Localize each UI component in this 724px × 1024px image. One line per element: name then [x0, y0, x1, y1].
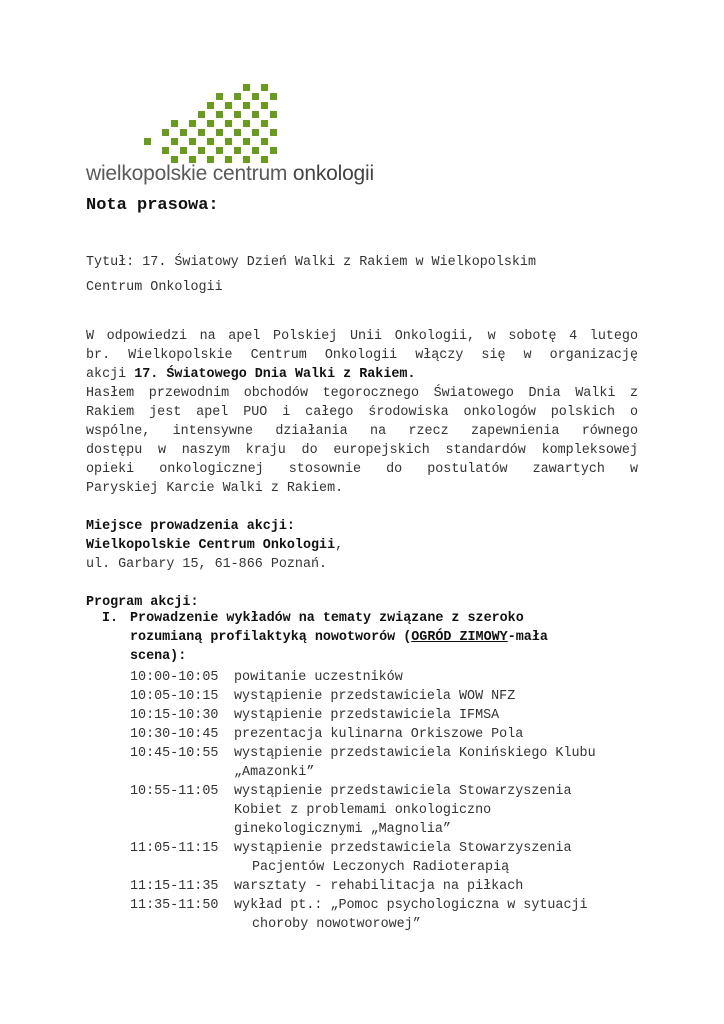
schedule-text-continued: Kobiet z problemami onkologiczno	[234, 803, 492, 818]
intro-line: Hasłem przewodnim obchodów tegorocznego Światowego Dnia Walki z	[86, 386, 638, 401]
place-name: Wielkopolskie Centrum Onkologii,	[86, 538, 344, 553]
schedule-text: wystąpienie przedstawiciela Stowarzyszenia	[234, 784, 572, 799]
intro-line: Rakiem jest apel PUO i całego środowiska onkologów polskich o	[86, 405, 638, 420]
logo-square	[189, 120, 196, 127]
logo-square	[216, 147, 223, 154]
logo-wordmark	[86, 162, 374, 186]
title-line-1: Tytuł: 17. Światowy Dzień Walki z Rakiem w Wielkopolskim	[86, 255, 536, 270]
schedule-text-continued: Pacjentów Leczonych Radioterapią	[252, 860, 510, 875]
logo-square	[261, 84, 268, 91]
logo-text-bold: onkologii	[292, 162, 374, 185]
logo-square	[144, 138, 151, 145]
logo-square	[252, 93, 259, 100]
schedule-time: 10:15-10:30	[130, 708, 219, 723]
logo-square	[171, 138, 178, 145]
logo-square	[162, 147, 169, 154]
schedule-text-continued: choroby nowotworowej”	[252, 917, 421, 932]
logo-square	[225, 120, 232, 127]
logo-square	[225, 138, 232, 145]
schedule-text-continued: ginekologicznymi „Magnolia”	[234, 822, 451, 837]
logo-square	[243, 138, 250, 145]
logo-square	[162, 129, 169, 136]
schedule-text: wystąpienie przedstawiciela IFMSA	[234, 708, 500, 723]
logo-square	[189, 138, 196, 145]
program-label: Program akcji:	[86, 595, 199, 610]
roman-numeral: I.	[102, 611, 119, 626]
logo-square	[171, 120, 178, 127]
wco-logo	[86, 84, 374, 190]
logo-square	[243, 84, 250, 91]
schedule-item	[130, 706, 499, 725]
logo-square	[225, 102, 232, 109]
schedule-time: 10:05-10:15	[130, 689, 219, 704]
schedule-item	[130, 744, 596, 763]
place-label: Miejsce prowadzenia akcji:	[86, 519, 295, 534]
logo-square	[252, 129, 259, 136]
schedule-item	[130, 782, 572, 801]
logo-square	[198, 147, 205, 154]
logo-square	[207, 138, 214, 145]
logo-square	[216, 93, 223, 100]
intro-line: W odpowiedzi na apel Polskiej Unii Onkologii, w sobotę 4 lutego	[86, 329, 638, 344]
schedule-time: 11:15-11:35	[130, 879, 219, 894]
schedule-time: 10:30-10:45	[130, 727, 219, 742]
intro-paragraph	[86, 327, 638, 498]
schedule-text: wykład pt.: „Pomoc psychologiczna w sytuacji	[234, 898, 588, 913]
logo-square	[270, 93, 277, 100]
event-name: 17. Światowego Dnia Walki z Rakiem.	[134, 367, 416, 382]
logo-square	[252, 147, 259, 154]
logo-square	[207, 102, 214, 109]
logo-square	[180, 147, 187, 154]
schedule-text: wystąpienie przedstawiciela Stowarzyszenia	[234, 841, 572, 856]
place-address: ul. Garbary 15, 61-866 Poznań.	[86, 557, 328, 572]
schedule-time: 10:45-10:55	[130, 746, 219, 761]
logo-square	[207, 120, 214, 127]
schedule-item	[130, 877, 523, 896]
schedule-item	[130, 839, 572, 858]
logo-square	[198, 111, 205, 118]
logo-square	[261, 138, 268, 145]
intro-line: Paryskiej Karcie Walki z Rakiem.	[86, 481, 344, 496]
logo-pixel-graphic	[86, 84, 370, 164]
schedule-text: prezentacja kulinarna Orkiszowe Pola	[234, 727, 524, 742]
logo-square	[234, 129, 241, 136]
logo-square	[234, 111, 241, 118]
program-section-heading: Prowadzenie wykładów na tematy związane z szeroko rozumianą profilaktyką nowotworów (OGRÓD ZIMOWY-mała scena):	[130, 611, 548, 664]
schedule-text: powitanie uczestników	[234, 670, 403, 685]
schedule-item	[130, 725, 523, 744]
logo-square	[234, 147, 241, 154]
schedule-time: 10:55-11:05	[130, 784, 219, 799]
schedule-text-continued: „Amazonki”	[234, 765, 315, 780]
intro-line: opieki onkologicznej stosownie do postulatów zawartych w	[86, 462, 638, 477]
schedule-item	[130, 896, 588, 915]
logo-square	[270, 147, 277, 154]
logo-square	[216, 129, 223, 136]
intro-line: wspólne, intensywne działania na rzecz zapewnienia równego	[86, 424, 638, 439]
schedule-text: wystąpienie przedstawiciela WOW NFZ	[234, 689, 516, 704]
schedule-time: 11:35-11:50	[130, 898, 219, 913]
logo-text-light: wielkopolskie centrum	[86, 162, 288, 185]
intro-line	[86, 365, 638, 384]
schedule-time: 10:00-10:05	[130, 670, 219, 685]
logo-square	[243, 120, 250, 127]
schedule-item	[130, 668, 403, 687]
intro-line: dostępu w naszym kraju do europejskich standardów kompleksowej	[86, 443, 638, 458]
intro-line-3a: akcji	[86, 367, 127, 382]
intro-line: br. Wielkopolskie Centrum Onkologii włączy się w organizację	[86, 348, 638, 363]
logo-square	[198, 129, 205, 136]
logo-square	[243, 102, 250, 109]
venue-name: OGRÓD ZIMOWY	[411, 630, 508, 645]
logo-square	[270, 129, 277, 136]
logo-square	[270, 111, 277, 118]
logo-square	[180, 129, 187, 136]
schedule-text: warsztaty - rehabilitacja na piłkach	[234, 879, 524, 894]
logo-square	[252, 111, 259, 118]
logo-square	[216, 111, 223, 118]
schedule-time: 11:05-11:15	[130, 841, 219, 856]
logo-square	[234, 93, 241, 100]
title-line-2: Centrum Onkologii	[86, 280, 223, 295]
schedule-text: wystąpienie przedstawiciela Konińskiego Klubu	[234, 746, 596, 761]
press-note-heading: Nota prasowa:	[86, 196, 219, 215]
logo-square	[261, 120, 268, 127]
logo-square	[261, 102, 268, 109]
schedule-item	[130, 687, 515, 706]
